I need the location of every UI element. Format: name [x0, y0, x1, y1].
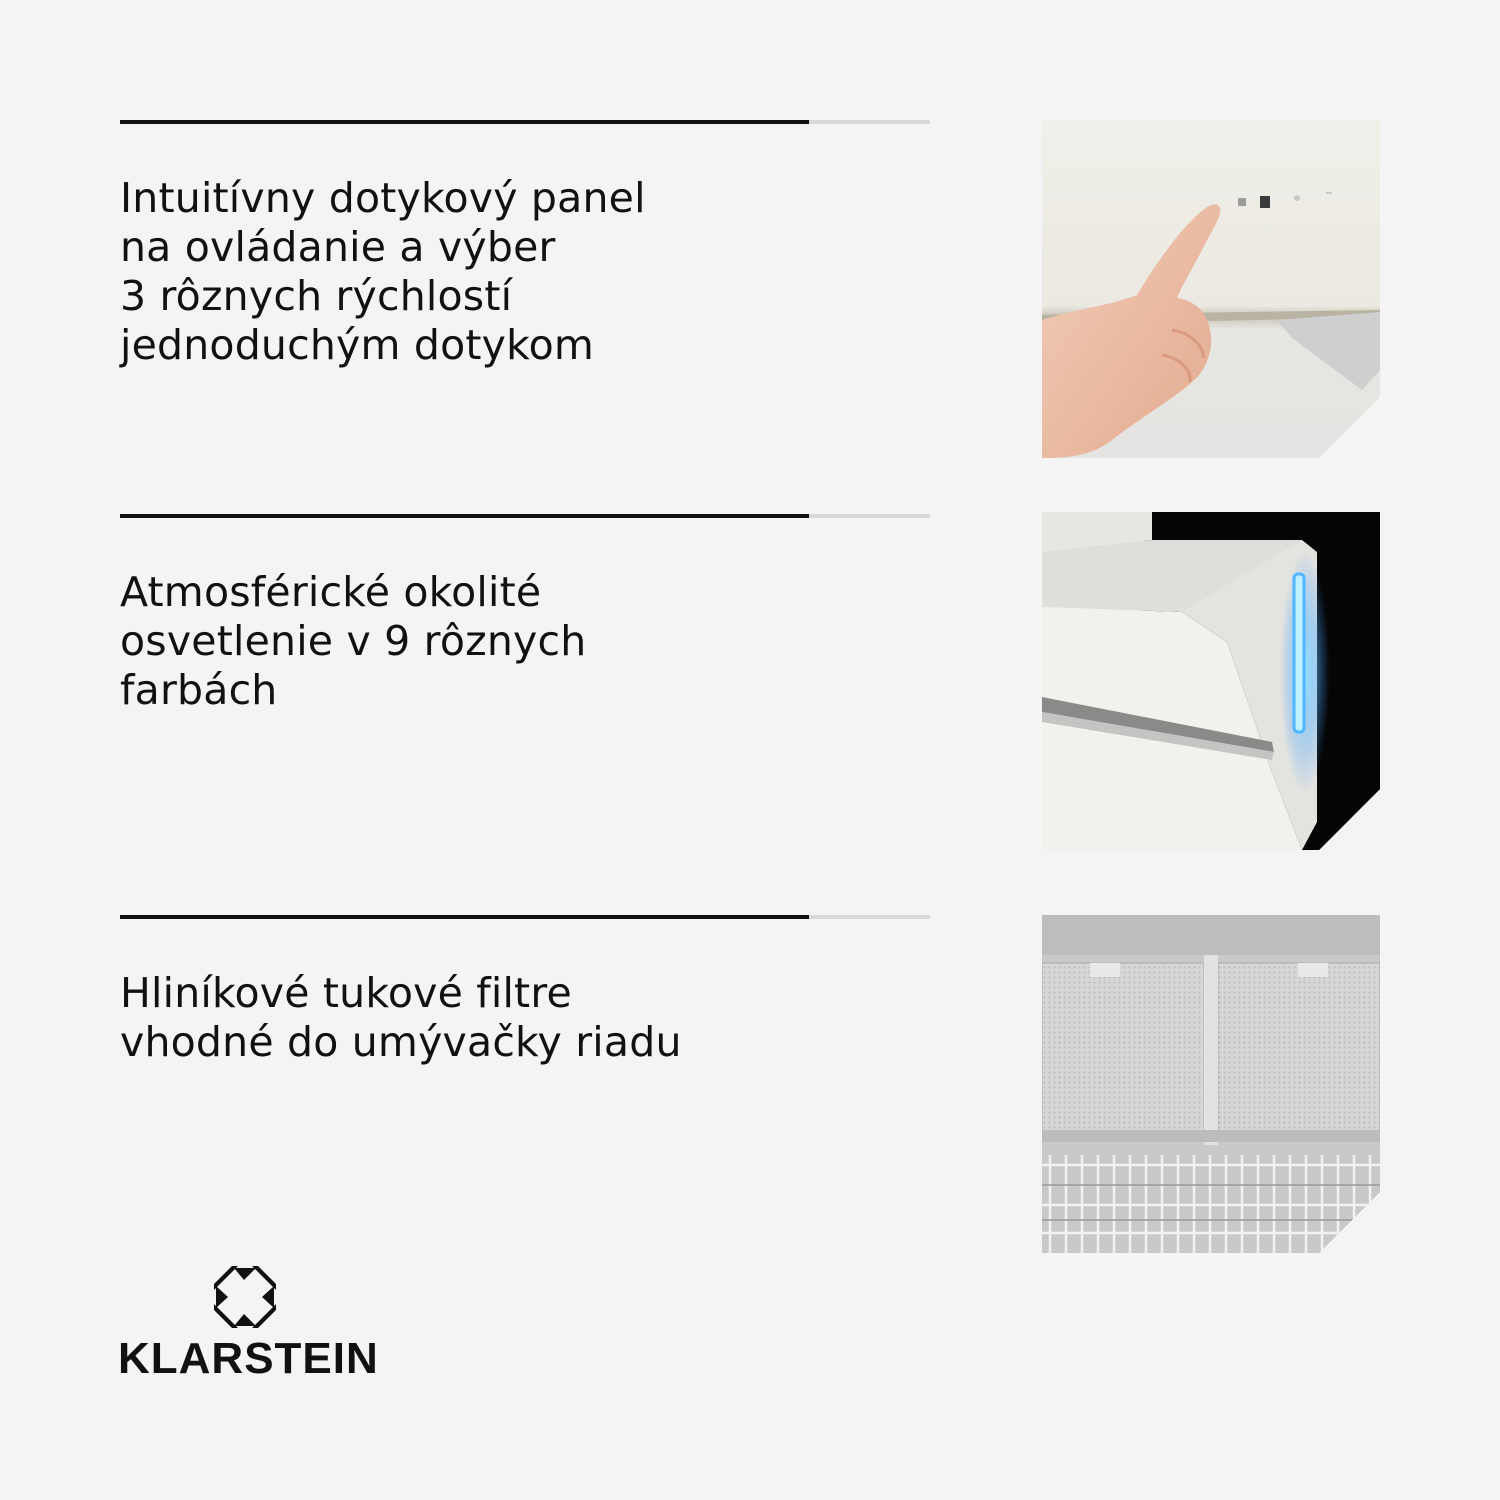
- feature-line: osvetlenie v 9 rôznych: [120, 617, 587, 665]
- feature-description: [120, 174, 840, 370]
- brand-logo: [120, 1266, 380, 1396]
- ambient-light-photo: [1042, 512, 1380, 850]
- feature-line: vhodné do umývačky riadu: [120, 1018, 682, 1066]
- touch-panel-photo: [1042, 120, 1380, 458]
- feature-progress-fill: [120, 120, 809, 124]
- feature-description: [120, 568, 840, 715]
- feature-line: na ovládanie a výber: [120, 223, 556, 271]
- feature-description: [120, 969, 840, 1067]
- feature-line: Atmosférické okolité: [120, 568, 542, 616]
- feature-progress-fill: [120, 514, 809, 518]
- brand-name: KLARSTEIN: [118, 1334, 379, 1383]
- feature-line: Hliníkové tukové filtre: [120, 969, 572, 1017]
- feature-line: Intuitívny dotykový panel: [120, 174, 646, 222]
- klarstein-logo-mark: [214, 1266, 276, 1328]
- feature-progress-track: [120, 915, 930, 919]
- feature-line: 3 rôznych rýchlostí: [120, 272, 513, 320]
- feature-progress-track: [120, 120, 930, 124]
- feature-line: jednoduchým dotykom: [120, 321, 595, 369]
- feature-line: farbách: [120, 666, 278, 714]
- feature-progress-fill: [120, 915, 809, 919]
- grease-filter-dishwasher-photo: [1042, 915, 1380, 1253]
- feature-progress-track: [120, 514, 930, 518]
